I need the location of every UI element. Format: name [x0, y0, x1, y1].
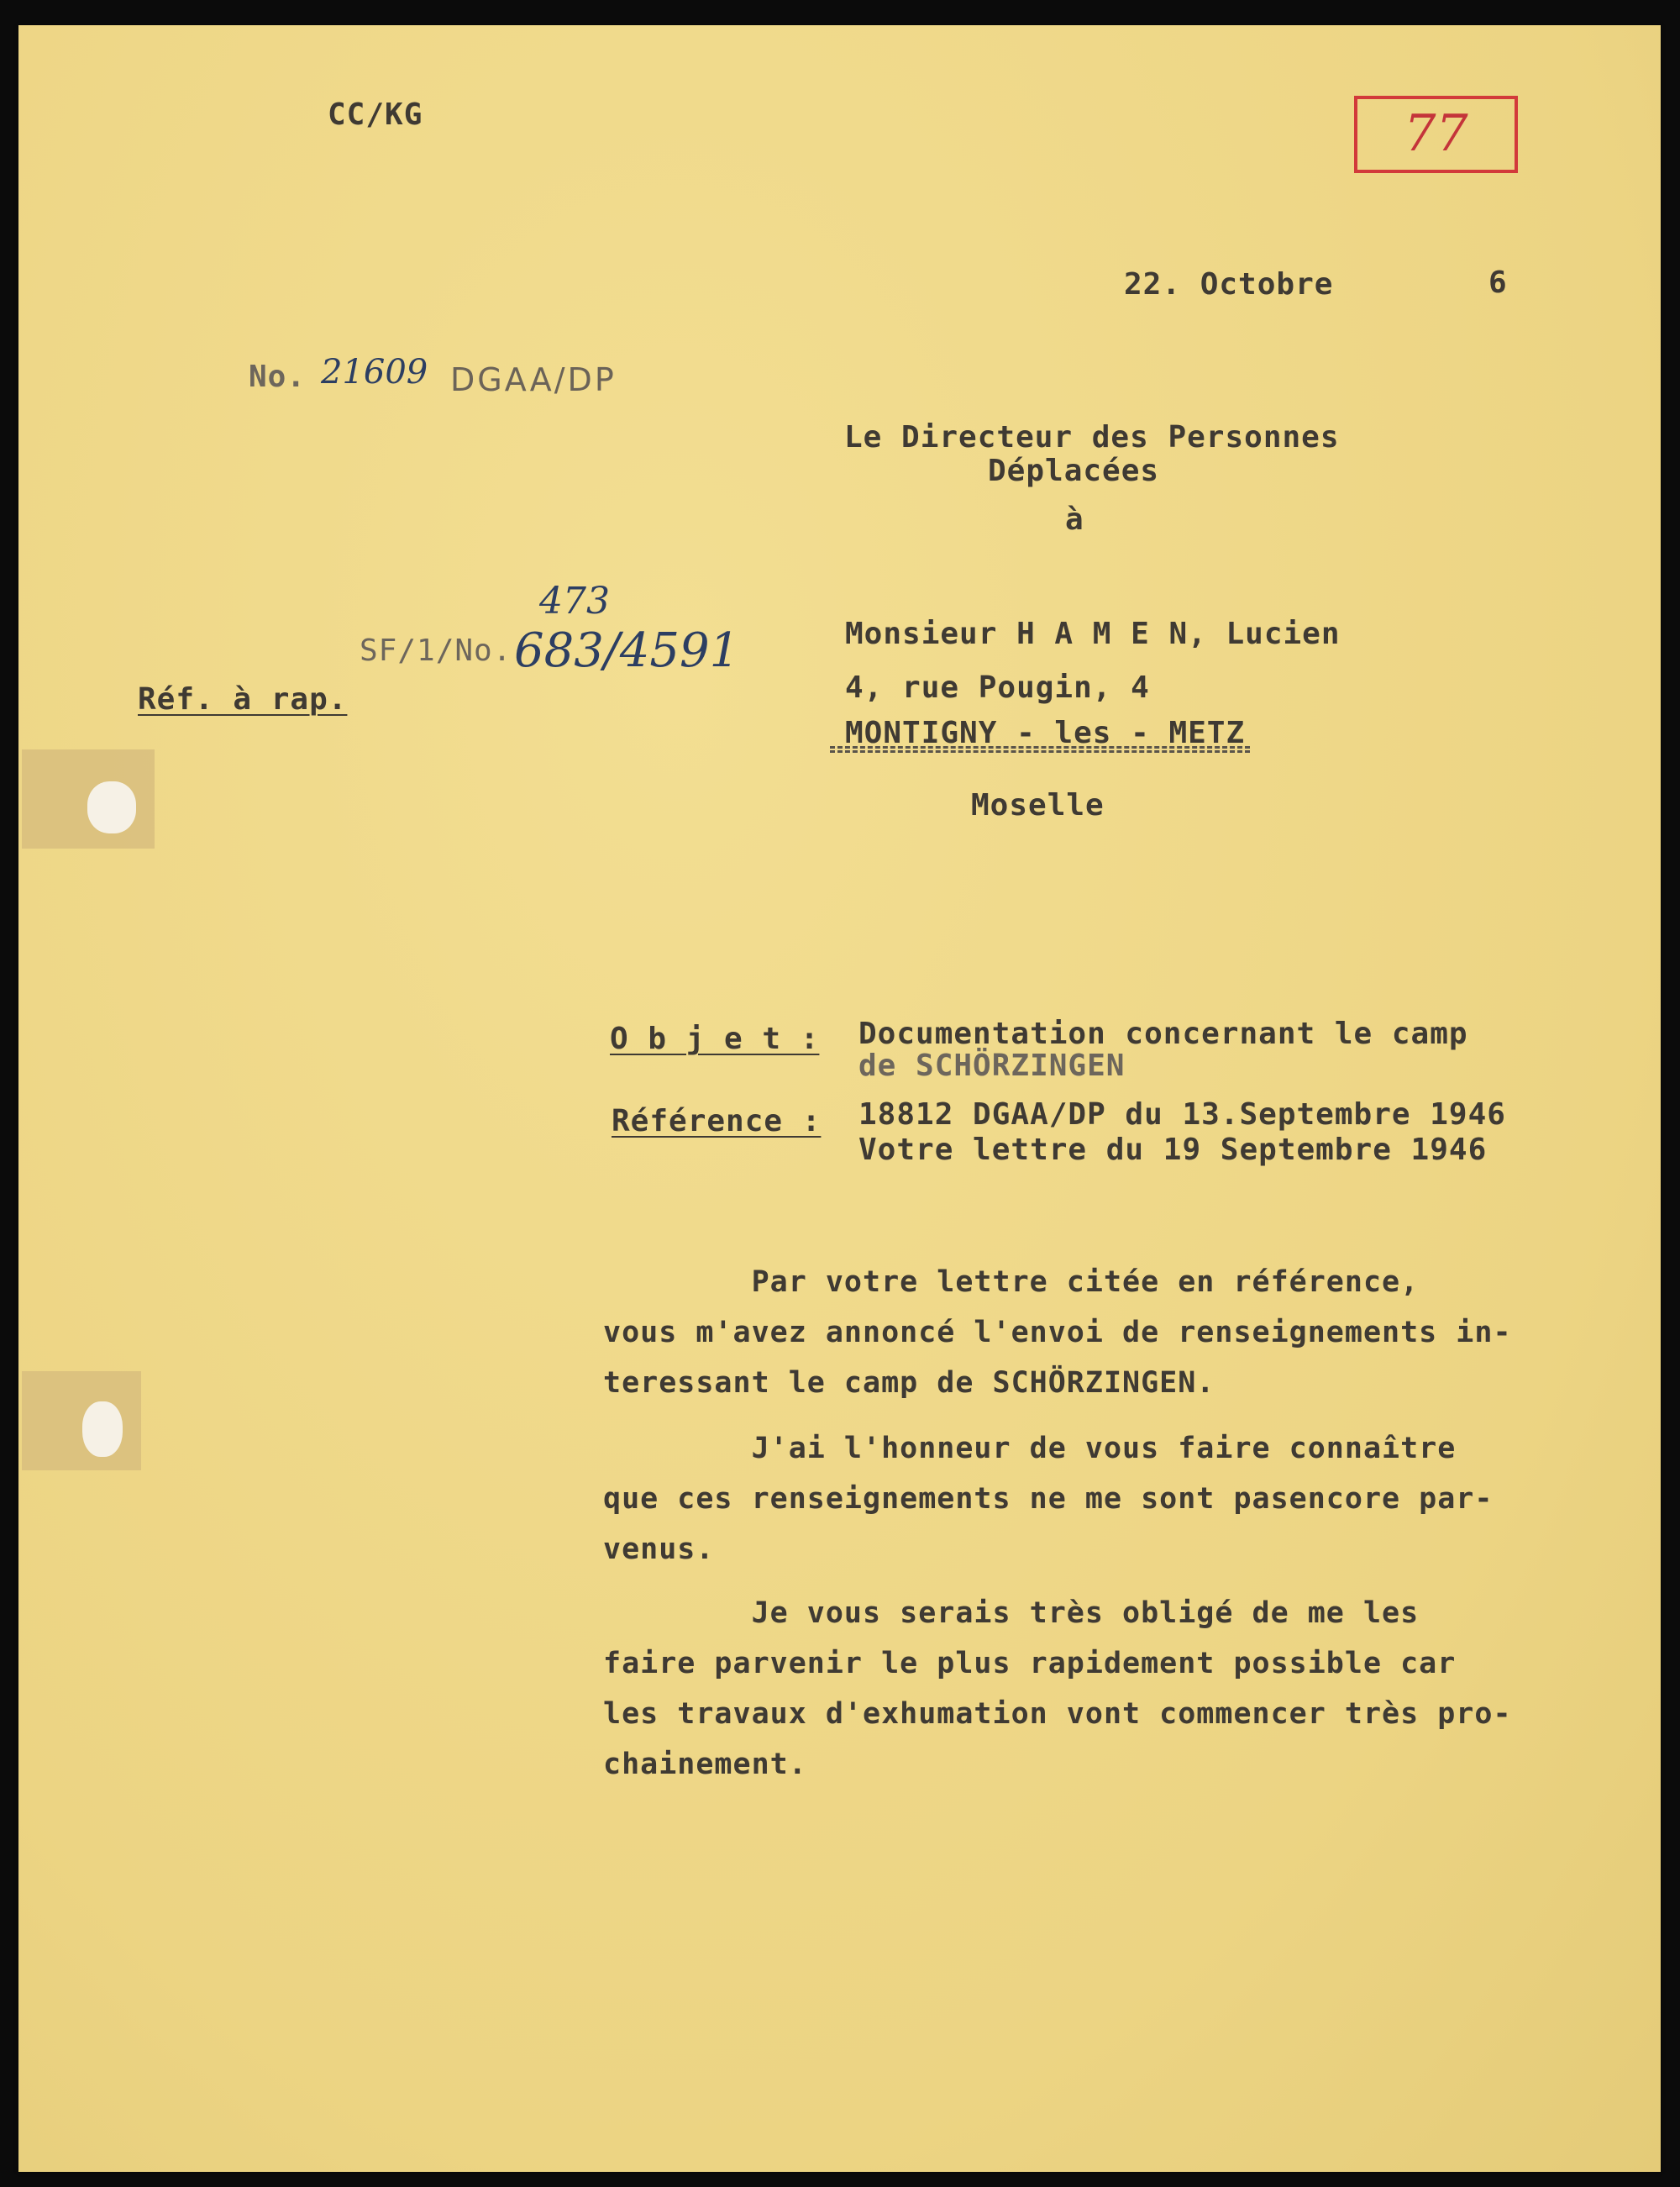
initials: CC/KG	[328, 97, 423, 132]
body-line: chainement.	[603, 1748, 807, 1781]
reference-number-prefix: No.	[249, 360, 307, 394]
body-paragraph-2	[603, 1423, 1611, 1575]
reference-line2: Votre lettre du 19 Septembre 1946	[858, 1133, 1488, 1167]
body-paragraph-3	[603, 1588, 1611, 1790]
punch-hole-bottom	[82, 1401, 123, 1457]
reference-number-handwritten: 21609	[321, 353, 428, 392]
sender-line2: Déplacées	[988, 454, 1160, 488]
recipient-line3: MONTIGNY - les - METZ	[845, 716, 1246, 750]
date-line: 22. Octobre	[1124, 267, 1334, 302]
reference-line1: 18812 DGAA/DP du 13.Septembre 1946	[858, 1097, 1506, 1132]
objet-line2: de SCHÖRZINGEN	[858, 1049, 1126, 1083]
recipient-double-underline	[830, 746, 1250, 753]
ref-a-rap-label: Réf. à rap.	[138, 682, 348, 717]
tape-mark-bottom	[22, 1371, 141, 1470]
reference-department: DGAA/DP	[450, 361, 617, 398]
objet-label: O b j e t :	[610, 1022, 820, 1056]
page-number: 77	[1404, 104, 1468, 163]
recipient-line4: Moselle	[971, 788, 1105, 823]
body-line: les travaux d'exhumation vont commencer très pro-	[603, 1697, 1512, 1731]
page-number-box	[1354, 96, 1518, 173]
recipient-line1: Monsieur H A M E N, Lucien	[845, 617, 1341, 651]
body-paragraph-1	[603, 1257, 1611, 1408]
sf-handwritten-above: 473	[539, 580, 610, 623]
sf-handwritten-number: 683/4591	[514, 623, 740, 678]
body-line: venus.	[603, 1532, 715, 1566]
body-line: J'ai l'honneur de vous faire connaître	[603, 1432, 1457, 1465]
sf-prefix: SF/1/No.	[360, 633, 512, 668]
sender-to: à	[1065, 502, 1084, 537]
date-year-fragment: 6	[1488, 265, 1508, 300]
body-line: Par votre lettre citée en référence,	[603, 1265, 1420, 1299]
body-line: teressant le camp de SCHÖRZINGEN.	[603, 1366, 1215, 1400]
body-line: Je vous serais très obligé de me les	[603, 1596, 1420, 1630]
reference-label: Référence :	[612, 1104, 822, 1138]
punch-hole-top	[87, 781, 136, 833]
objet-line1: Documentation concernant le camp	[858, 1017, 1468, 1051]
body-line: que ces renseignements ne me sont pasencore par-	[603, 1482, 1494, 1516]
recipient-line2: 4, rue Pougin, 4	[845, 670, 1150, 705]
body-line: vous m'avez annoncé l'envoi de renseignements in-	[603, 1316, 1512, 1349]
sender-line1: Le Directeur des Personnes	[844, 420, 1340, 455]
body-line: faire parvenir le plus rapidement possible car	[603, 1647, 1457, 1680]
